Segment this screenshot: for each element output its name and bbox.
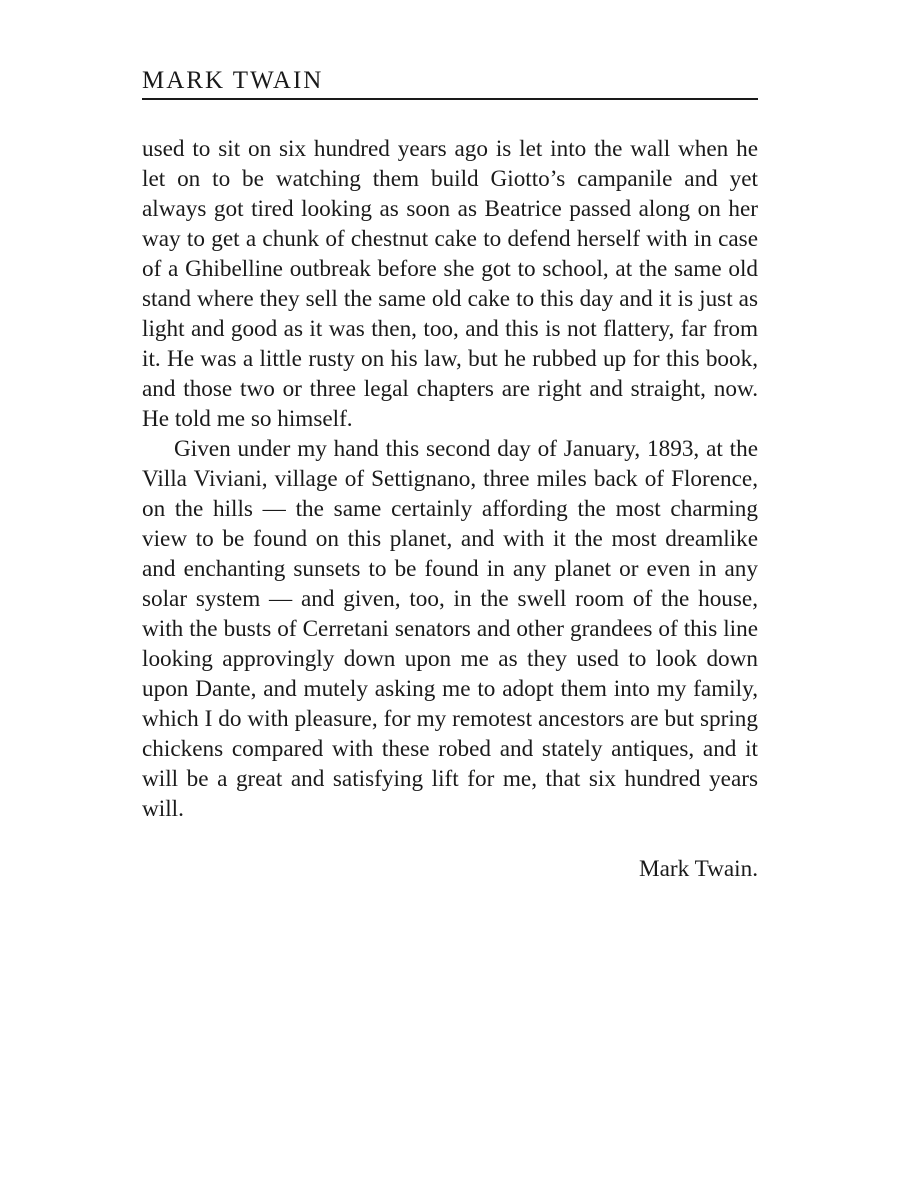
book-page [142,66,758,884]
running-head-title: MARK TWAIN [142,67,324,94]
author-signature: Mark Twain. [638,856,758,882]
paragraph-continuation: used to sit on six hundred years ago is let into the wall when he let on to be watching them build Giotto’s campanile and yet always got tired looking as soon as Beatrice passed along on her way to get a chunk of chestnut cake to defend herself with in case of a Ghibelline outbreak before she got to school, at the same old stand where they sell the same old cake to this day and it is just as light and good as it was then, too, and this is not flattery, far from it. He was a little rusty on his law, but he rubbed up for this book, and those two or three legal chapters are right and straight, now. He told me so himself. [142,136,758,432]
paragraph-dedication: Given under my hand this second day of January, 1893, at the Villa Viviani, village of Settignano, three miles back of Florence, on the hills — the same certainly affording the most charming view to be found on this planet, and with it the most dreamlike and enchanting sunsets to be found in any planet or even in any solar system — and given, too, in the swell room of the house, with the busts of Cerretani senators and other grandees of this line looking approvingly down upon me as they used to look down upon Dante, and mutely asking me to adopt them into my family, which I do with pleasure, for my remotest ancestors are but spring chickens compared with these robed and stately antiques, and it will be a great and satisfying lift for me, that six hundred years will. [142,436,758,822]
header-rule [142,98,758,100]
page-body [142,134,758,824]
